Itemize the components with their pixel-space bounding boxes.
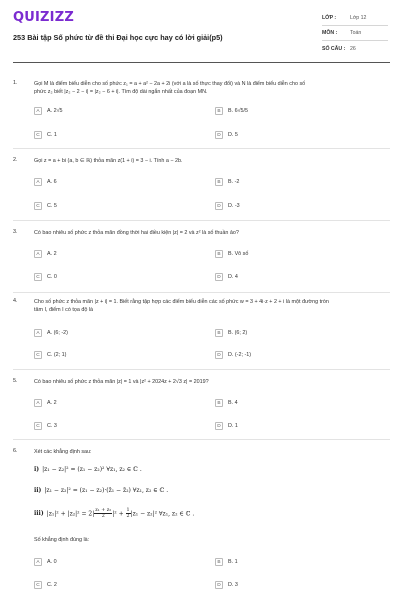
statement-iii: iii) |z₁|² + |z₂|² = 2| $\frac{\text{z₁ + z₂}}{2}$ |² + $\frac{1}{2}$ |z₁ − z₂|² ∀z₁, z₂ ∈ ℂ . (34, 508, 195, 520)
option-d[interactable] (215, 422, 238, 430)
option-text: C. 5 (47, 203, 57, 209)
question-subtext: Số khẳng định đúng là: (34, 537, 90, 543)
option-text: A. 0 (47, 559, 57, 565)
option-letter-box: C (34, 202, 42, 210)
meta-row-class (322, 11, 388, 26)
fraction-numerator: z₁ + z₂ (95, 508, 112, 513)
option-letter-box: B (215, 178, 223, 186)
question-text: Có bao nhiêu số phức z thỏa mãn đồng thời hai điều kiện |z| = 2 và z² là số thuần ảo? (34, 230, 239, 236)
statement-i (34, 466, 142, 473)
option-b[interactable] (215, 250, 248, 258)
option-letter-box: C (34, 131, 42, 139)
option-a[interactable] (34, 329, 68, 337)
statement-label: ii) (34, 487, 42, 494)
option-letter-box: B (215, 107, 223, 115)
option-letter-box: A (34, 178, 42, 186)
question-number: 2. (13, 157, 18, 163)
option-text: B. 6√5/5 (228, 108, 249, 114)
option-text: D. 1 (228, 423, 238, 429)
option-text: D. 3 (228, 582, 238, 588)
option-text: B. 1 (228, 559, 238, 565)
option-letter-box: D (215, 202, 223, 210)
question-number: 6. (13, 448, 18, 454)
option-letter-box: C (34, 581, 42, 589)
question-divider (13, 220, 390, 221)
option-letter-box: B (215, 399, 223, 407)
option-b[interactable] (215, 558, 238, 566)
fraction (94, 508, 112, 520)
question-number: 3. (13, 229, 18, 235)
option-text: A. (6; -2) (47, 330, 68, 336)
statement-text: |z₁ − z₂|² = (z₁ − z₂)·(z̄₁ − z̄₂) ∀z₁, z₂ ∈ ℂ . (44, 487, 169, 494)
option-text: C. 2 (47, 582, 57, 588)
option-text: A. 2√5 (47, 108, 63, 114)
question-text-line: Cho số phức z thỏa mãn |z + i| = 1. Biết rằng tập hợp các điểm biểu diễn các số phức w = 3 + 4i·z + 2 + i là một đường tròn (34, 299, 329, 305)
option-text: C. 3 (47, 423, 57, 429)
option-b[interactable] (215, 329, 247, 337)
option-b[interactable] (215, 178, 239, 186)
question-text (34, 80, 390, 96)
meta-row-count (322, 41, 388, 56)
question-number: 5. (13, 378, 18, 384)
statement-label: iii) (34, 510, 44, 518)
option-c[interactable] (34, 351, 66, 359)
question-text: Có bao nhiêu số phức z thỏa mãn |z| = 1 và |z² + 2024z + 2√3 z| = 2019? (34, 379, 209, 385)
question-text-line: phức z₂ biết |z₂ − 2 − i| = |z₂ − 6 + i|. Tìm độ dài ngắn nhất của đoạn MN. (34, 89, 208, 96)
option-letter-box: B (215, 329, 223, 337)
option-d[interactable] (215, 131, 238, 139)
option-c[interactable] (34, 131, 57, 139)
option-letter-box: D (215, 581, 223, 589)
question-text-line: Gọi M là điểm biểu diễn cho số phức z₁ = a + a² − 2a + 2i (với a là số thực thay đổi) và N là điểm biểu diễn cho số (34, 81, 306, 87)
option-text: D. 4 (228, 274, 238, 280)
option-text: A. 2 (47, 400, 57, 406)
meta-value: Toán (350, 30, 362, 36)
fraction-numerator: 1 (126, 508, 130, 513)
option-letter-box: D (215, 273, 223, 281)
option-b[interactable] (215, 107, 248, 115)
option-text: C. 0 (47, 274, 57, 280)
question-number: 1. (13, 80, 18, 86)
option-c[interactable] (34, 581, 57, 589)
option-letter-box: C (34, 273, 42, 281)
option-text: B. 4 (228, 400, 238, 406)
option-text: B. Vô số (228, 251, 249, 257)
option-d[interactable] (215, 273, 238, 281)
option-letter-box: B (215, 250, 223, 258)
option-a[interactable] (34, 107, 63, 115)
page-header (0, 0, 400, 64)
option-b[interactable] (215, 399, 238, 407)
option-letter-box: D (215, 131, 223, 139)
option-text: B. -2 (228, 179, 240, 185)
question-number: 4. (13, 298, 18, 304)
option-text: A. 2 (47, 251, 57, 257)
statement-text: |z₁ − z₂|² ∀z₁, z₂ ∈ ℂ . (130, 510, 195, 518)
option-text: D. -3 (228, 203, 240, 209)
question-divider (13, 369, 390, 370)
option-letter-box: D (215, 422, 223, 430)
option-letter-box: C (34, 351, 42, 359)
statement-ii (34, 487, 168, 494)
meta-key: LỚP : (322, 15, 337, 21)
header-divider (13, 62, 390, 63)
option-d[interactable] (215, 581, 238, 589)
statement-text: + (116, 510, 126, 518)
option-letter-box: A (34, 107, 42, 115)
meta-row-subject (322, 26, 388, 41)
option-text: D. 5 (228, 132, 238, 138)
option-d[interactable] (215, 202, 240, 210)
option-d[interactable] (215, 351, 251, 359)
option-text: D. (-2; -1) (228, 352, 252, 358)
option-letter-box: D (215, 351, 223, 359)
page-title: 253 Bài tập Số phức từ đề thi Đại học cực hay có lời giải(p5) (13, 33, 223, 42)
meta-key: SỐ CÂU : (322, 45, 346, 52)
option-text: A. 6 (47, 179, 57, 185)
question-divider (13, 292, 390, 293)
fraction-denominator: 2 (101, 514, 105, 520)
meta-key: MÔN : (322, 30, 338, 36)
question-text-line: tâm I, điểm I có tọa độ là (34, 307, 94, 314)
option-text: C. 1 (47, 132, 57, 138)
meta-table (322, 11, 388, 56)
option-text: C. (2; 1) (47, 352, 67, 358)
meta-value: 26 (350, 45, 356, 52)
option-letter-box: C (34, 422, 42, 430)
option-a[interactable] (34, 399, 57, 407)
option-c[interactable] (34, 202, 57, 210)
statement-label: i) (34, 466, 40, 473)
question-text: Gọi z = a + bi (a, b ∈ ℝ) thỏa mãn z(1 + i) = 3 − i. Tính a − 2b. (34, 158, 183, 164)
option-a[interactable] (34, 178, 57, 186)
option-a[interactable] (34, 558, 57, 566)
question-divider (13, 439, 390, 440)
question-text: Xét các khẳng định sau: (34, 449, 92, 455)
question-text (34, 298, 390, 314)
meta-value: Lớp 12 (350, 15, 367, 21)
fraction-denominator: 2 (126, 514, 130, 520)
quizizz-logo: QUIZIZZ (13, 10, 74, 25)
option-letter-box: A (34, 399, 42, 407)
option-c[interactable] (34, 422, 57, 430)
option-a[interactable] (34, 250, 57, 258)
option-letter-box: A (34, 558, 42, 566)
option-letter-box: B (215, 558, 223, 566)
option-c[interactable] (34, 273, 57, 281)
option-text: B. (6; 2) (228, 330, 248, 336)
question-divider (13, 148, 390, 149)
statement-text: |z₁|² + |z₂|² = 2 (46, 510, 93, 518)
option-letter-box: A (34, 250, 42, 258)
option-letter-box: A (34, 329, 42, 337)
statement-text: |z₁ − z₂|² = (z₁ − z₂)² ∀z₁, z₂ ∈ ℂ . (42, 466, 142, 473)
